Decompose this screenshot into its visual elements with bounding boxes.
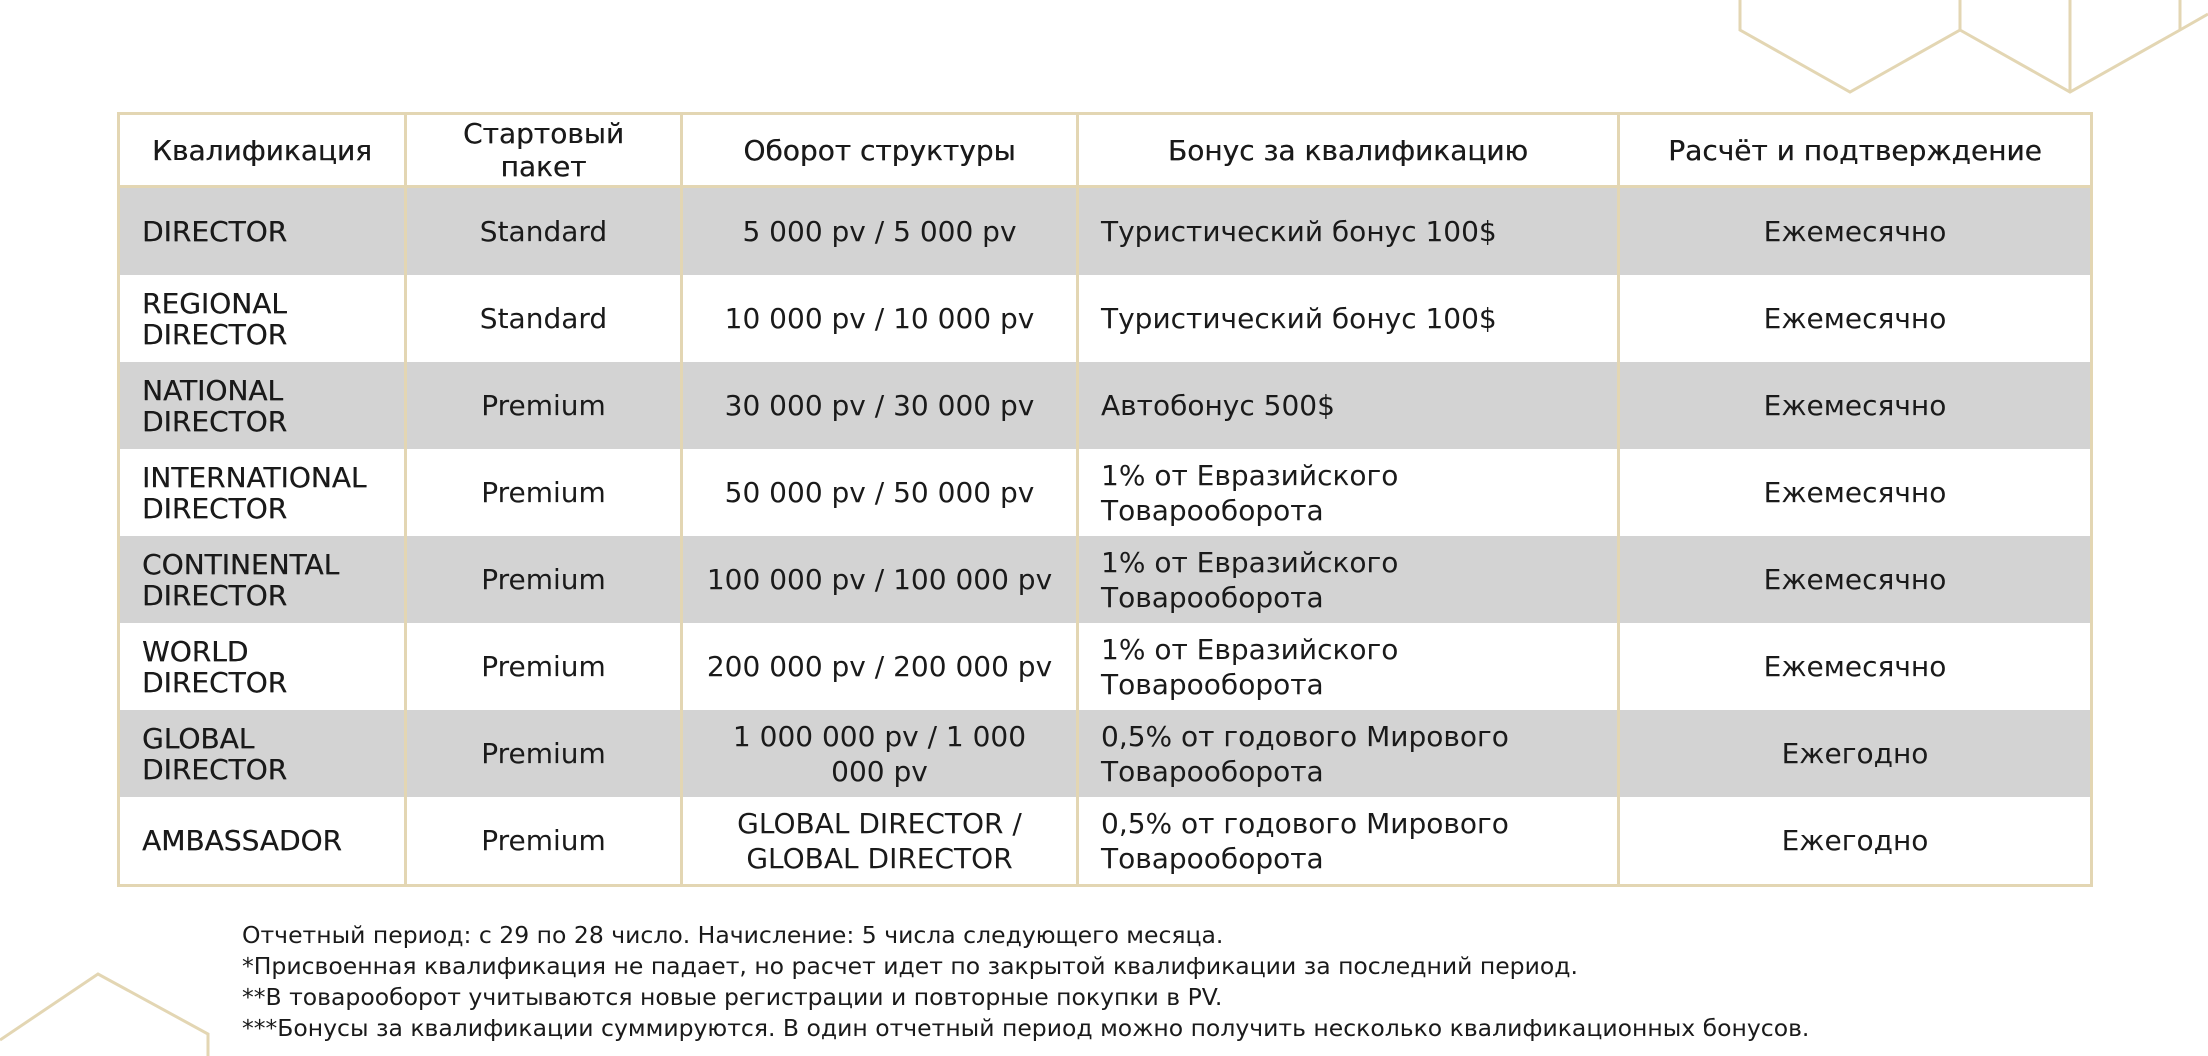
footnote-qualification-retention: *Присвоенная квалификация не падает, но расчет идет по закрытой квалификации за последний период. — [242, 952, 1578, 980]
cell-starter-pack: Premium — [406, 362, 682, 449]
cell-turnover: 200 000 pv / 200 000 pv — [682, 623, 1078, 710]
table-row — [119, 449, 2092, 536]
cell-qualification: AMBASSADOR — [119, 797, 406, 886]
table-row — [119, 623, 2092, 710]
cell-bonus: 1% от Евразийского Товарооборота — [1078, 623, 1619, 710]
cell-bonus: Автобонус 500$ — [1078, 362, 1619, 449]
cell-bonus: 1% от Евразийского Товарооборота — [1078, 536, 1619, 623]
cell-calculation: Ежемесячно — [1619, 275, 2092, 362]
cell-qualification: GLOBAL DIRECTOR — [119, 710, 406, 797]
footnotes — [242, 920, 1809, 1044]
footnote-reporting-period: Отчетный период: с 29 по 28 число. Начисление: 5 числа следующего месяца. — [242, 921, 1224, 949]
qualification-table — [117, 112, 2093, 887]
cell-starter-pack: Premium — [406, 797, 682, 886]
cell-bonus: Туристический бонус 100$ — [1078, 187, 1619, 276]
cell-qualification: WORLD DIRECTOR — [119, 623, 406, 710]
cell-qualification: CONTINENTAL DIRECTOR — [119, 536, 406, 623]
cell-turnover: GLOBAL DIRECTOR / GLOBAL DIRECTOR — [682, 797, 1078, 886]
cell-starter-pack: Premium — [406, 710, 682, 797]
header-bonus: Бонус за квалификацию — [1078, 114, 1619, 187]
cell-starter-pack: Standard — [406, 275, 682, 362]
cell-qualification: REGIONAL DIRECTOR — [119, 275, 406, 362]
header-starter-pack: Стартовый пакет — [406, 114, 682, 187]
cell-qualification: DIRECTOR — [119, 187, 406, 276]
header-turnover: Оборот структуры — [682, 114, 1078, 187]
cell-calculation: Ежемесячно — [1619, 623, 2092, 710]
cell-bonus: 0,5% от годового Мирового Товарооборота — [1078, 797, 1619, 886]
cell-qualification: INTERNATIONAL DIRECTOR — [119, 449, 406, 536]
cell-turnover: 30 000 pv / 30 000 pv — [682, 362, 1078, 449]
cell-calculation: Ежемесячно — [1619, 536, 2092, 623]
hexagon-decoration-bottom-left — [0, 960, 220, 1056]
cell-bonus: 1% от Евразийского Товарооборота — [1078, 449, 1619, 536]
cell-calculation: Ежегодно — [1619, 797, 2092, 886]
table-row — [119, 187, 2092, 276]
cell-qualification: NATIONAL DIRECTOR — [119, 362, 406, 449]
cell-turnover: 5 000 pv / 5 000 pv — [682, 187, 1078, 276]
table-header-row — [119, 114, 2092, 187]
header-calculation: Расчёт и подтверждение — [1619, 114, 2092, 187]
footnote-bonuses-summed: ***Бонусы за квалификации суммируются. В один отчетный период можно получить несколько квалификационных бонусов. — [242, 1014, 1810, 1042]
cell-turnover: 100 000 pv / 100 000 pv — [682, 536, 1078, 623]
footnote-turnover-includes: **В товарооборот учитываются новые регистрации и повторные покупки в PV. — [242, 983, 1223, 1011]
table-row — [119, 536, 2092, 623]
cell-calculation: Ежемесячно — [1619, 362, 2092, 449]
table-row — [119, 275, 2092, 362]
cell-calculation: Ежемесячно — [1619, 449, 2092, 536]
cell-bonus: 0,5% от годового Мирового Товарооборота — [1078, 710, 1619, 797]
cell-turnover: 1 000 000 pv / 1 000 000 pv — [682, 710, 1078, 797]
cell-calculation: Ежемесячно — [1619, 187, 2092, 276]
cell-starter-pack: Premium — [406, 536, 682, 623]
cell-bonus: Туристический бонус 100$ — [1078, 275, 1619, 362]
cell-calculation: Ежегодно — [1619, 710, 2092, 797]
table-row — [119, 362, 2092, 449]
hexagon-decoration-top-right — [1720, 0, 2208, 100]
cell-turnover: 10 000 pv / 10 000 pv — [682, 275, 1078, 362]
cell-starter-pack: Premium — [406, 449, 682, 536]
cell-starter-pack: Premium — [406, 623, 682, 710]
cell-turnover: 50 000 pv / 50 000 pv — [682, 449, 1078, 536]
header-qualification: Квалификация — [119, 114, 406, 187]
cell-starter-pack: Standard — [406, 187, 682, 276]
table-row — [119, 710, 2092, 797]
table-row — [119, 797, 2092, 886]
